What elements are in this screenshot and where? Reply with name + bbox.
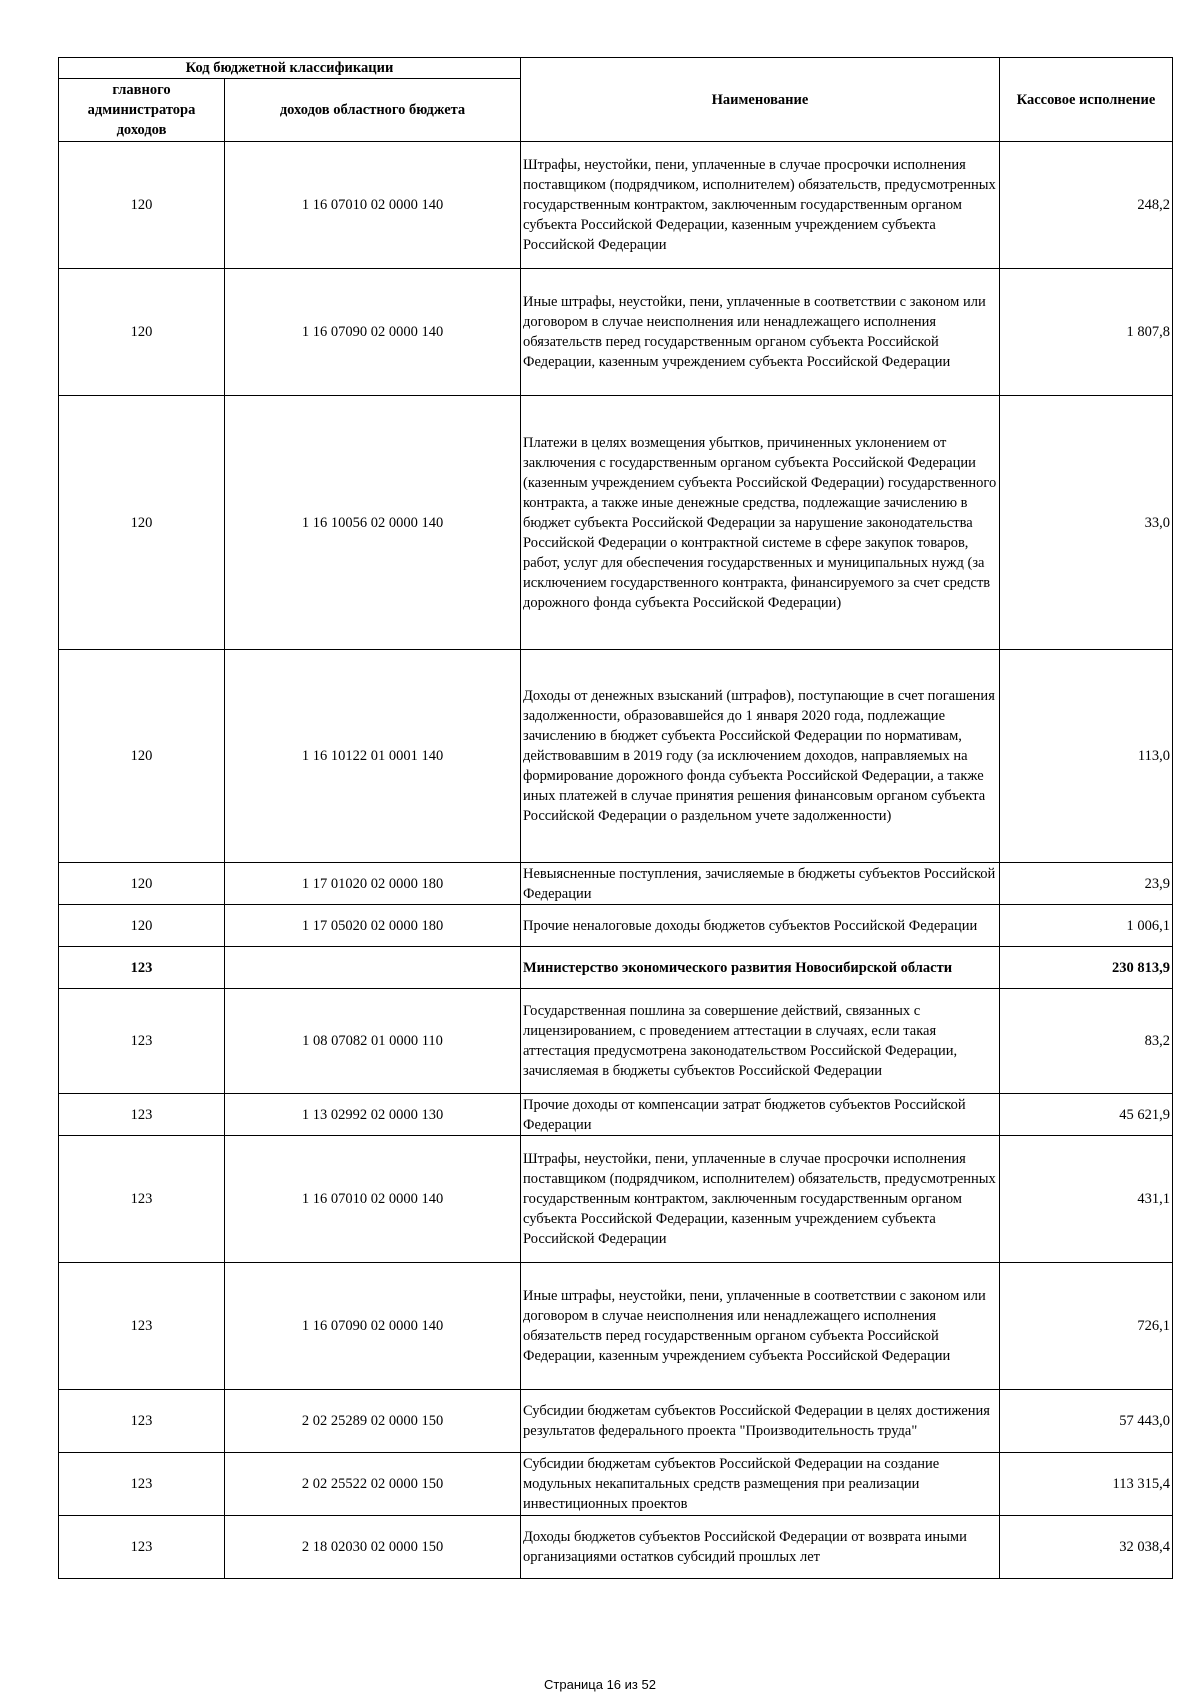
row-value: 83,2 (1000, 989, 1173, 1094)
row-name: Прочие доходы от компенсации затрат бюджетов субъектов Российской Федерации (521, 1094, 1000, 1136)
income-code: 1 08 07082 01 0000 110 (225, 989, 521, 1094)
income-code: 1 16 10056 02 0000 140 (225, 396, 521, 650)
row-name: Штрафы, неустойки, пени, уплаченные в случае просрочки исполнения поставщиком (подрядчиком, исполнителем) обязательств, предусмотренных государственным контрактом, заключенным государственным органом субъекта Российской Федерации, казенным учреждением субъекта Российской Федерации (521, 142, 1000, 269)
row-name: Прочие неналоговые доходы бюджетов субъектов Российской Федерации (521, 905, 1000, 947)
row-name: Министерство экономического развития Новосибирской области (521, 947, 1000, 989)
row-value: 1 006,1 (1000, 905, 1173, 947)
row-name: Доходы от денежных взысканий (штрафов), поступающие в счет погашения задолженности, образовавшейся до 1 января 2020 года, подлежащие зачислению в бюджет субъекта Российской Федерации по нормативам, действовавшим в 2019 году (за исключением доходов, направляемых на формирование дорожного фонда субъекта Российской Федерации, а также иных платежей в случае принятия решения финансовым органом субъекта Российской Федерации о раздельном учете задолженности) (521, 650, 1000, 863)
admin-code: 123 (59, 1453, 225, 1516)
admin-code: 123 (59, 1263, 225, 1390)
income-code: 2 18 02030 02 0000 150 (225, 1516, 521, 1579)
row-value: 23,9 (1000, 863, 1173, 905)
row-value: 33,0 (1000, 396, 1173, 650)
row-value: 45 621,9 (1000, 1094, 1173, 1136)
row-name: Платежи в целях возмещения убытков, причиненных уклонением от заключения с государственным органом субъекта Российской Федерации (казенным учреждением субъекта Российской Федерации) государственного контракта, а также иные денежные средства, подлежащие зачислению в бюджет субъекта Российской Федерации за нарушение законодательства Российской Федерации о контрактной системе в сфере закупок товаров, работ, услуг для обеспечения государственных и муниципальных нужд (за исключением государственного контракта, финансируемого за счет средств дорожного фонда субъекта Российской Федерации) (521, 396, 1000, 650)
table-row (59, 1516, 1173, 1579)
header-name: Наименование (521, 58, 1000, 142)
admin-code: 120 (59, 269, 225, 396)
row-name: Доходы бюджетов субъектов Российской Федерации от возврата иными организациями остатков субсидий прошлых лет (521, 1516, 1000, 1579)
table-row (59, 142, 1173, 269)
table-row (59, 1453, 1173, 1516)
header-income: доходов областного бюджета (225, 79, 521, 142)
table-row (59, 1136, 1173, 1263)
row-name: Субсидии бюджетам субъектов Российской Федерации в целях достижения результатов федерального проекта "Производительность труда" (521, 1390, 1000, 1453)
income-code (225, 947, 521, 989)
table-row (59, 1263, 1173, 1390)
admin-code: 123 (59, 947, 225, 989)
admin-code: 123 (59, 1136, 225, 1263)
row-name: Невыясненные поступления, зачисляемые в бюджеты субъектов Российской Федерации (521, 863, 1000, 905)
row-value: 113 315,4 (1000, 1453, 1173, 1516)
income-code: 1 16 07010 02 0000 140 (225, 1136, 521, 1263)
admin-code: 123 (59, 1516, 225, 1579)
admin-code: 123 (59, 1390, 225, 1453)
admin-code: 123 (59, 1094, 225, 1136)
income-code: 1 17 01020 02 0000 180 (225, 863, 521, 905)
table-row (59, 863, 1173, 905)
admin-code: 120 (59, 650, 225, 863)
table-row (59, 1094, 1173, 1136)
row-name: Государственная пошлина за совершение действий, связанных с лицензированием, с проведением аттестации в случаях, если такая аттестация предусмотрена законодательством Российской Федерации, зачисляемая в бюджеты субъектов Российской Федерации (521, 989, 1000, 1094)
header-admin: главного администратора доходов (59, 79, 225, 142)
admin-code: 120 (59, 396, 225, 650)
income-code: 2 02 25522 02 0000 150 (225, 1453, 521, 1516)
row-value: 32 038,4 (1000, 1516, 1173, 1579)
header-exec: Кассовое исполнение (1000, 58, 1173, 142)
income-code: 1 16 07010 02 0000 140 (225, 142, 521, 269)
row-value: 431,1 (1000, 1136, 1173, 1263)
income-code: 1 17 05020 02 0000 180 (225, 905, 521, 947)
header-group-title: Код бюджетной классификации (59, 58, 521, 79)
row-value: 248,2 (1000, 142, 1173, 269)
row-value: 230 813,9 (1000, 947, 1173, 989)
row-value: 1 807,8 (1000, 269, 1173, 396)
table-body (59, 142, 1173, 1579)
table-row (59, 1390, 1173, 1453)
row-name: Субсидии бюджетам субъектов Российской Федерации на создание модульных некапитальных средств размещения при реализации инвестиционных проектов (521, 1453, 1000, 1516)
row-name: Иные штрафы, неустойки, пени, уплаченные в соответствии с законом или договором в случае неисполнения или ненадлежащего исполнения обязательств перед государственным органом субъекта Российской Федерации, казенным учреждением субъекта Российской Федерации (521, 1263, 1000, 1390)
row-name: Штрафы, неустойки, пени, уплаченные в случае просрочки исполнения поставщиком (подрядчиком, исполнителем) обязательств, предусмотренных государственным контрактом, заключенным государственным органом субъекта Российской Федерации, казенным учреждением субъекта Российской Федерации (521, 1136, 1000, 1263)
row-value: 726,1 (1000, 1263, 1173, 1390)
income-code: 1 16 10122 01 0001 140 (225, 650, 521, 863)
admin-code: 120 (59, 142, 225, 269)
table-row (59, 905, 1173, 947)
income-code: 1 16 07090 02 0000 140 (225, 269, 521, 396)
admin-code: 120 (59, 863, 225, 905)
table-row (59, 269, 1173, 396)
table-row (59, 396, 1173, 650)
budget-table (58, 57, 1173, 1579)
income-code: 1 13 02992 02 0000 130 (225, 1094, 521, 1136)
table-row (59, 989, 1173, 1094)
row-name: Иные штрафы, неустойки, пени, уплаченные в соответствии с законом или договором в случае неисполнения или ненадлежащего исполнения обязательств перед государственным органом субъекта Российской Федерации, казенным учреждением субъекта Российской Федерации (521, 269, 1000, 396)
income-code: 1 16 07090 02 0000 140 (225, 1263, 521, 1390)
page-number: Страница 16 из 52 (544, 1677, 656, 1692)
income-code: 2 02 25289 02 0000 150 (225, 1390, 521, 1453)
row-value: 57 443,0 (1000, 1390, 1173, 1453)
table-row (59, 650, 1173, 863)
table-row-section (59, 947, 1173, 989)
row-value: 113,0 (1000, 650, 1173, 863)
admin-code: 120 (59, 905, 225, 947)
admin-code: 123 (59, 989, 225, 1094)
